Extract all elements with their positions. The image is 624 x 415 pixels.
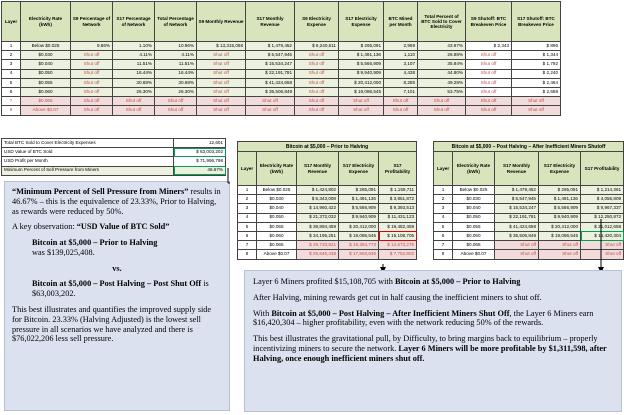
table-cell: 4.11% (113, 51, 155, 60)
network-layers-table (1, 1, 561, 116)
table-cell: $ 9,940,909 (339, 213, 379, 222)
table-row (2, 42, 561, 51)
table-cell: 7,101 (384, 87, 418, 96)
table-cell: $ 11,431,123 (379, 213, 417, 222)
table-cell: Below $0.025 (257, 186, 297, 195)
table-cell: Shut off (155, 106, 197, 115)
table-cell: 8 (2, 106, 21, 115)
callout-text: results in 46.67% – this is the equivalence of 23.33%, Prior to Halving, as rewards were reduced by 50%. (12, 187, 221, 216)
table-cell: 1 (2, 42, 21, 51)
table-cell: 2 (238, 195, 257, 204)
table-cell: $ 15,534,247 (246, 60, 295, 69)
table-cell: Shut off (512, 106, 561, 115)
table-cell: 10.96% (155, 42, 197, 51)
table-cell: $ 15,534,247 (495, 204, 539, 213)
callout-text: Layer 6 Miners profited $15,108,705 with (253, 277, 395, 286)
table-cell: 7 (238, 241, 257, 250)
table-cell: Shut off (495, 241, 539, 250)
callout-paragraph (12, 222, 222, 232)
table-cell: $ 1,479,452 (246, 42, 295, 51)
table-cell: $ 19,086,545 (539, 231, 581, 240)
summary-row (2, 157, 226, 166)
table-cell: $ 20,412,000 (539, 222, 581, 231)
table-cell: $ 35,506,849 (246, 87, 295, 96)
table-cell: $ 9,967,337 (581, 204, 624, 213)
table-title: Bitcoin at $5,000 – Post Halving – After Inefficient Miners Shutoff (434, 142, 624, 152)
table-cell: $ 19,086,545 (339, 231, 379, 240)
table-cell: 2 (2, 51, 21, 60)
table-cell: Shut off (197, 106, 246, 115)
table-cell: 30.68% (155, 78, 197, 87)
table-row (2, 78, 561, 87)
table-cell: $0.050 (21, 69, 71, 78)
table-cell: 49.28% (418, 78, 466, 87)
column-header: S9 Electricity Expense (295, 2, 339, 42)
callout-bold-text: Bitcoin at $5,000 – Prior to Halving (32, 238, 158, 248)
table-cell: 5 (2, 78, 21, 87)
column-header: S17 Monthly Revenue (246, 2, 295, 42)
table-row (238, 213, 417, 222)
column-header: S9 Percentage of Network (71, 2, 113, 42)
table-cell: $ 1,159,711 (379, 186, 417, 195)
table-row (2, 69, 561, 78)
table-cell: Above $0.07 (21, 106, 71, 115)
table-cell: 8 (238, 250, 257, 259)
column-header: S9 Monthly Revenue (197, 2, 246, 42)
table-cell: $ 41,424,658 (495, 222, 539, 231)
table-cell: 30.68% (113, 78, 155, 87)
table-cell: $ 2,464 (512, 78, 561, 87)
table-cell: $ 12,673,275 (379, 241, 417, 250)
table-row (238, 186, 417, 195)
summary-row (2, 166, 226, 175)
table-cell: $ 265,091 (539, 186, 581, 195)
column-header: S17 Electricity Expense (339, 152, 379, 186)
callout-bold-text: “Minimum Percent of Sell Pressure from Miners” (12, 187, 189, 196)
table-cell: $ 5,566,909 (339, 60, 384, 69)
callout-vs: vs. (112, 263, 122, 273)
summary-row (2, 139, 226, 148)
table-cell: Shut off (197, 51, 246, 60)
column-header: Layer (238, 152, 257, 186)
table-row (434, 186, 624, 195)
table-cell: $ 14,960,422 (297, 204, 339, 213)
table-cell: $ 5,566,909 (539, 204, 581, 213)
table-cell: $ 2,343 (466, 42, 512, 51)
table-cell: Shut off (466, 60, 512, 69)
table-cell: $ 19,086,545 (339, 87, 384, 96)
table-cell: 7 (2, 97, 21, 106)
callout-paragraph (253, 334, 613, 363)
table-cell: Shut off (581, 241, 624, 250)
callout-text: This best illustrates the gravitational pull, by Difficulty, to bring margins back to equilibrium – properly incentivizing miners to secure the network. (253, 334, 598, 353)
table-cell: $ 18,384,773 (339, 241, 379, 250)
column-header: S17 Monthly Revenue (297, 152, 339, 186)
table-cell: Shut off (339, 97, 384, 106)
table-header-row (238, 152, 417, 186)
table-cell: 8,285 (384, 78, 418, 87)
table-cell: $0.030 (257, 195, 297, 204)
table-cell: 1 (434, 186, 453, 195)
table-cell: $0.055 (257, 222, 297, 231)
summary-label: USD Value of BTC Sold (2, 148, 174, 157)
table-cell: Above $0.07 (453, 250, 495, 259)
table-cell: $ 2,240 (512, 69, 561, 78)
table-cell: Shut off (295, 106, 339, 115)
table-cell: Shut off (466, 106, 512, 115)
table-cell: Shut off (71, 60, 113, 69)
table-cell: $ 2,688 (512, 87, 561, 96)
table-cell: Shut off (197, 78, 246, 87)
table-cell: $0.065 (453, 241, 495, 250)
table-cell: $0.050 (453, 213, 495, 222)
table-cell: Shut off (495, 250, 539, 259)
table-cell: $0.055 (453, 222, 495, 231)
table-cell: $0.060 (453, 231, 495, 240)
table-cell: Shut off (295, 87, 339, 96)
table-cell: 11.51% (155, 60, 197, 69)
table-cell: $ 265,091 (339, 42, 384, 51)
callout-paragraph (253, 309, 613, 329)
callout-paragraph (12, 279, 222, 299)
table-cell: $ 22,191,781 (495, 213, 539, 222)
table-cell: $ 22,191,781 (246, 69, 295, 78)
table-cell: Shut off (71, 51, 113, 60)
table-cell: Shut off (71, 97, 113, 106)
callout-text: is $63,003,202. (32, 279, 209, 299)
table-cell: Shut off (466, 78, 512, 87)
table-row (2, 106, 561, 115)
table-cell: Shut off (295, 51, 339, 60)
table-cell: $ 12,250,872 (581, 213, 624, 222)
table-cell: $ 25,646,438 (297, 250, 339, 259)
table-cell: 3,107 (384, 60, 418, 69)
table-cell: $ 1,491,136 (339, 195, 379, 204)
table-cell: Shut off (155, 97, 197, 106)
table-cell: $ 9,940,909 (539, 213, 581, 222)
table-row (2, 51, 561, 60)
table-cell: $ 3,851,872 (379, 195, 417, 204)
table-cell: $0.060 (257, 231, 297, 240)
summary-value-sell-pressure: 46.67% (174, 166, 226, 175)
callout-text: was $139,025,408. (32, 247, 95, 257)
table-cell: 4.11% (155, 51, 197, 60)
table-cell: $0.040 (21, 60, 71, 69)
table-cell: $ 1,491,136 (539, 195, 581, 204)
callout-bold-text: Bitcoin at $5,000 – Prior to Halving (394, 277, 521, 286)
table-cell: Shut off (71, 69, 113, 78)
table-row (2, 60, 561, 69)
table-row (238, 222, 417, 231)
callout-text: With (253, 308, 272, 318)
table-cell: $ 5,343,008 (297, 195, 339, 204)
table-row (238, 204, 417, 213)
table-cell: 9.86% (71, 42, 113, 51)
column-header: S9 Shutoff: BTC Breakeven Price (466, 2, 512, 42)
table-cell: Shut off (197, 97, 246, 106)
table-cell: 44.80% (418, 69, 466, 78)
summary-value-usd-sold: $ 63,003,202 (174, 148, 226, 157)
table-cell: 6 (434, 231, 453, 240)
column-header: S17 Monthly Revenue (495, 152, 539, 186)
table-cell: $ 6,240,611 (295, 42, 339, 51)
callout-paragraph: This best illustrates and quantifies the improved supply side for Bitcoin. 23.33% (Halving Adjusted) is the lowest sell pressure in all scenarios we have analyzed and there is $76,022,206 less sell pressure. (12, 305, 212, 344)
table-cell: $ 34,195,251 (297, 231, 339, 240)
table-cell: Shut off (384, 106, 418, 115)
table-cell: 4 (238, 213, 257, 222)
table-cell: $0.030 (453, 195, 495, 204)
table-cell: Shut off (71, 106, 113, 115)
table-cell: $ 20,412,000 (339, 222, 379, 231)
table-cell: $ 41,424,658 (246, 78, 295, 87)
callout-paragraph: After Halving, mining rewards get cut in half causing the inefficient miners to shut off. (253, 292, 542, 302)
table-cell: $ 9,940,909 (339, 69, 384, 78)
table-row (434, 231, 624, 240)
table-cell: $ 896 (512, 42, 561, 51)
table-cell: $ 39,894,459 (297, 222, 339, 231)
column-header: Electricity Rate (kWh) (257, 152, 297, 186)
callout-text: , the Layer 6 Miners earn $16,420,304 – higher profitability, even with the network reducing 50% of the rewards. (253, 308, 594, 328)
column-header: Layer (434, 152, 453, 186)
table-cell: $ 21,372,032 (297, 213, 339, 222)
table-cell: $ 17,893,636 (339, 250, 379, 259)
table-cell: 8 (434, 250, 453, 259)
table-row (434, 195, 624, 204)
table-cell: 26.88% (418, 51, 466, 60)
table-cell: $ 21,012,658 (581, 222, 624, 231)
table-cell: 4,438 (384, 69, 418, 78)
table-row (2, 87, 561, 96)
table-cell: 26.30% (113, 87, 155, 96)
table-cell: Shut off (384, 97, 418, 106)
table-cell: 3 (238, 204, 257, 213)
column-header: Layer (2, 2, 21, 42)
callout-paragraph (12, 238, 222, 258)
table-cell: $0.065 (21, 97, 71, 106)
table-row (434, 250, 624, 259)
table-cell: $ 5,566,909 (339, 204, 379, 213)
table-cell: $ 5,547,945 (495, 195, 539, 204)
table-row (238, 195, 417, 204)
table-cell: $ 1,424,802 (297, 186, 339, 195)
table-cell: $ 1,344 (512, 51, 561, 60)
table-cell: Below $0.025 (21, 42, 71, 51)
table-cell: 1.10% (113, 42, 155, 51)
column-header: S17 Profitability (581, 152, 624, 186)
table-row (434, 204, 624, 213)
table-cell: 1 (238, 186, 257, 195)
table-row (434, 213, 624, 222)
table-row (2, 97, 561, 106)
table-cell: 4 (2, 69, 21, 78)
table-cell: Shut off (418, 106, 466, 115)
table-cell: 6 (2, 87, 21, 96)
table-cell: Shut off (71, 87, 113, 96)
table-cell: Shut off (418, 97, 466, 106)
prior-to-halving-table (237, 141, 417, 260)
table-cell: Below $0.025 (453, 186, 495, 195)
table-cell: 2 (434, 195, 453, 204)
column-header: S17 Profitability (379, 152, 417, 186)
table-cell: 35.84% (418, 60, 466, 69)
table-cell: Shut off (295, 69, 339, 78)
table-cell: 5 (434, 222, 453, 231)
table-cell: 2,959 (384, 42, 418, 51)
table-cell: $0.055 (21, 78, 71, 87)
table-cell: $ 19,482,459 (379, 222, 417, 231)
column-header: S17 Electricity Expense (339, 2, 384, 42)
summary-label: USD Profit per Month (2, 157, 174, 166)
table-cell: Shut off (113, 106, 155, 115)
callout-bold-text: Bitcoin at $5,000 – Post Halving – Post Shut Off (32, 279, 202, 289)
table-cell: 16.44% (113, 69, 155, 78)
callout-bold-text: Bitcoin at $5,000 – Post Halving – After Inefficient Miners Shut Off (271, 308, 510, 318)
table-cell: 6 (238, 231, 257, 240)
table-row (238, 250, 417, 259)
table-cell: Shut off (539, 241, 581, 250)
post-halving-table (433, 141, 624, 260)
table-cell: Shut off (71, 78, 113, 87)
column-header: S17 Shutoff: BTC Breakeven Price (512, 2, 561, 42)
right-callout-note (244, 270, 622, 412)
callout-paragraph (253, 277, 613, 287)
table-cell: $0.040 (453, 204, 495, 213)
table-cell: Shut off (197, 87, 246, 96)
table-cell: 53.75% (418, 87, 466, 96)
layer-6-profit-cell: $ 16,420,304 (581, 231, 624, 240)
table-cell: $ 4,056,809 (581, 195, 624, 204)
column-header: BTC Mined per Month (384, 2, 418, 42)
table-cell: $ 1,792 (512, 60, 561, 69)
table-cell: Shut off (295, 78, 339, 87)
table-cell: $ 29,733,821 (297, 241, 339, 250)
layer-6-profit-cell: $ 15,108,705 (379, 231, 417, 240)
table-cell: $ 20,412,000 (339, 78, 384, 87)
table-cell: $0.030 (21, 51, 71, 60)
table-cell: $0.060 (21, 87, 71, 96)
callout-paragraph (12, 187, 222, 216)
summary-table (1, 138, 226, 176)
table-cell: $ 35,506,849 (495, 231, 539, 240)
summary-value: $ 71,996,798 (174, 157, 226, 166)
table-row (238, 241, 417, 250)
table-cell: $ 7,752,802 (379, 250, 417, 259)
table-row (434, 222, 624, 231)
table-cell: $0.050 (257, 213, 297, 222)
column-header: Total Percent of BTC Sold to Cover Electricity (418, 2, 466, 42)
table-cell: $ 265,091 (339, 186, 379, 195)
table-cell: Shut off (539, 250, 581, 259)
column-header: S17 Percentage of Network (113, 2, 155, 42)
table-cell: Shut off (113, 97, 155, 106)
table-cell: 1,110 (384, 51, 418, 60)
table-cell: Shut off (466, 69, 512, 78)
column-header: Total Percentage of Network (155, 2, 197, 42)
table-cell: Shut off (466, 87, 512, 96)
table-header-row (2, 2, 561, 42)
table-cell: $0.040 (257, 204, 297, 213)
table-cell: Shut off (246, 106, 295, 115)
table-cell: $ 1,479,452 (495, 186, 539, 195)
table-row (434, 241, 624, 250)
table-cell: $ 1,214,361 (581, 186, 624, 195)
summary-label: Minimum Percent of Sell Pressure from Miners (2, 166, 174, 175)
table-cell: Shut off (246, 97, 295, 106)
table-header-row (434, 152, 624, 186)
table-title: Bitcoin at $5,000 – Prior to Halving (238, 142, 417, 152)
column-header: Electricity Rate (kWh) (453, 152, 495, 186)
table-cell: Shut off (581, 250, 624, 259)
table-cell: 3 (2, 60, 21, 69)
table-cell: Above $0.07 (257, 250, 297, 259)
table-cell: 16.44% (155, 69, 197, 78)
table-cell: Shut off (339, 106, 384, 115)
table-cell: 5 (238, 222, 257, 231)
table-cell: $ 13,315,068 (197, 42, 246, 51)
table-row (238, 231, 417, 240)
callout-bold-text: “USD Value of BTC Sold” (76, 222, 170, 232)
table-cell: $ 5,547,945 (246, 51, 295, 60)
table-cell: 3 (434, 204, 453, 213)
table-cell: Shut off (197, 69, 246, 78)
table-cell: 26.30% (155, 87, 197, 96)
table-cell: 7 (434, 241, 453, 250)
column-header: S17 Electricity Expense (539, 152, 581, 186)
left-callout-note (4, 181, 230, 411)
table-cell: $ 1,491,136 (339, 51, 384, 60)
column-header: Electricity Rate (kWh) (21, 2, 71, 42)
summary-row (2, 148, 226, 157)
table-cell: Shut off (466, 97, 512, 106)
table-cell: Shut off (295, 97, 339, 106)
callout-text: A key observation: (12, 222, 77, 232)
table-cell: 11.51% (113, 60, 155, 69)
table-cell: Shut off (197, 60, 246, 69)
table-cell: $0.065 (257, 241, 297, 250)
table-cell: Shut off (466, 51, 512, 60)
table-cell: 4 (434, 213, 453, 222)
table-cell: $ 9,393,513 (379, 204, 417, 213)
table-cell: Shut off (295, 60, 339, 69)
summary-label: Total BTC Sold to Cover Electricity Expenses (2, 139, 174, 148)
table-cell: Shut off (512, 97, 561, 106)
table-cell: 43.97% (418, 42, 466, 51)
summary-value: 12,601 (174, 139, 226, 148)
callout-bold-text: Layer 6 Miners will be more profitable by $1,311,598, after Halving, once enough inefficient miners shut off. (253, 343, 607, 363)
